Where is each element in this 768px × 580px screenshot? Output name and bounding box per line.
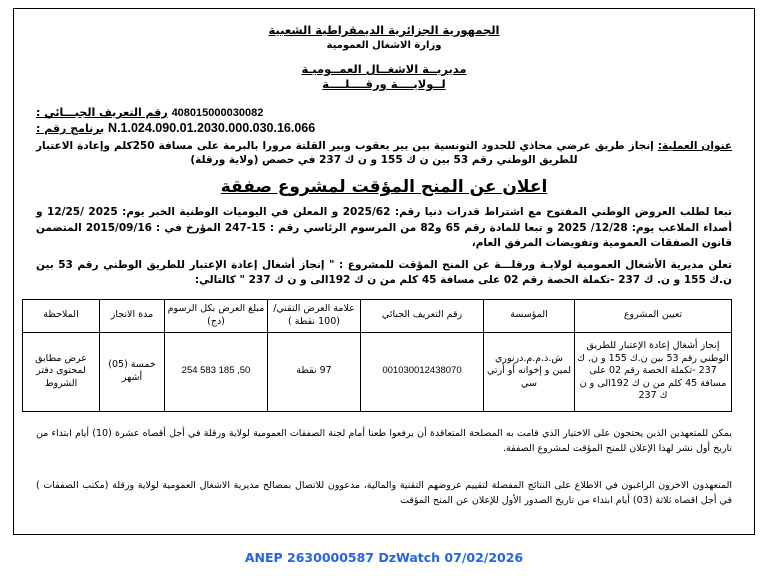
th-project: تعيين المشروع: [575, 299, 732, 332]
th-duration: مدة الانجاز: [100, 299, 165, 332]
header-wilaya: لــولايــــة ورقــــلــــة: [322, 77, 446, 91]
header-ministry: وزارة الاشغال العمومية: [326, 40, 442, 51]
body-paragraph-2: تعلن مديرية الأشغال العمومية لولايـة ورقلـــة عن المنح المؤقت للمشروع : " إنجاز أشغال إعادة الإعتبار للطريق الوطني رقم 53 بين ن.ك 155 و ن. ك 237 -تكملة الحصة رقم 02 على مسافة 45 كلم من ن ك 192الى و ن ك 237 " كالتالي:: [36, 258, 732, 286]
award-table: [22, 299, 732, 412]
footer-paragraph-2: المتعهدون الاخرون الراغبون في الاطلاع على النتائج المفصلة لتقييم عروضهم التقنية والمالية، مدعوون للاتصال بمصالح مديرية الاشغال العمومية لولاية ورقلة (مكتب الصفقات ) في أجل اقصاه ثلاثة (03) أيام ابتداء من تاريخ الصدور الأول للإعلان عن المنح المؤقت: [36, 479, 732, 506]
tax-id-row: [36, 105, 732, 121]
th-tax-id: رقم التعريف الجبائي: [361, 299, 484, 332]
body-paragraph-1: تبعا لطلب العروض الوطني المفتوح مع اشتراط قدرات دنيا رقم: 2025/62 و المعلن في اليوميات الوطنية الخبر يوم: 2025 /12/25 و أصداء الملاعب يوم: 12/28/ 2025 و تبعا للمادة رقم 65 و82 من المرسوم الرئاسي رقم : 15-247 المؤرخ في : 2015/09/16 المتضمن قانون الصفقات العمومية وتفويضات المرفق العام،: [36, 206, 732, 249]
cell-amount: 254 583 185 ,50: [165, 332, 268, 411]
header-republic: الجمهورية الجزائرية الديمقراطية الشعبية: [268, 23, 500, 37]
program-value: N.1.024.090.01.2030.000.030.16.066: [108, 121, 316, 135]
footer-paragraph-1: يمكن للمتعهدين الذين يحتجون على الاختيار الذي قامت به المصلحة المتعاقدة أن يرفعوا طعنا أمام لجنة الصفقات العمومية لولاية ورقلة في أجل أقصاه عشرة (10) أيام ابتداء من تاريخ أول نشر لهذا الإعلان للمنح المؤقت لمشروع الصفقة.: [36, 427, 732, 454]
table-row: [23, 332, 732, 411]
anep-footer: ANEP 2630000587 DzWatch 07/02/2026: [244, 550, 524, 565]
document-header: [36, 23, 732, 92]
document-page: [13, 8, 755, 535]
program-label: برنامج رقم :: [36, 122, 105, 135]
header-directorate: مديريــة الاشغــال العمــوميـة: [301, 62, 467, 76]
identifier-block: [36, 105, 732, 136]
cell-tax-id: 001030012438070: [361, 332, 484, 411]
th-company: المؤسسة: [484, 299, 575, 332]
tax-id-label: رقم التعريف الجبـــائي :: [36, 106, 168, 119]
page-title: اعلان عن المنح المؤقت لمشروع صفقة: [220, 177, 548, 197]
table-header-row: [23, 299, 732, 332]
award-table-body: [23, 332, 732, 411]
cell-duration: خمسة (05) أشهر: [100, 332, 165, 411]
operation-text: إنجاز طريق عرضي محاذي للحدود التونسية بين بير يعقوب وبير القلتة مرورا بالبرمة على مسافة 250كلم وإعادة الاعتبار للطريق الوطني رقم 53 بين ن ك 155 و ن ك 237 في حصص (ولاية ورقلة): [36, 140, 654, 166]
tax-id-value: 408015000030082: [171, 107, 264, 119]
cell-remark: عرض مطابق لمحتوى دفتر الشروط: [23, 332, 100, 411]
document-body: [14, 9, 754, 508]
th-amount: مبلغ العرض بكل الرسوم (دج): [165, 299, 268, 332]
th-score: علامة العرض التقني/ (100 نقطة ): [268, 299, 361, 332]
operation-label: عنوان العملية:: [657, 140, 733, 152]
operation-title: [36, 139, 732, 167]
cell-score: 97 نقطة: [268, 332, 361, 411]
award-table-head: [23, 299, 732, 332]
th-remark: الملاحظة: [23, 299, 100, 332]
program-row: [36, 121, 732, 136]
header-spacer: [36, 53, 732, 62]
cell-company: ش.ذ.م.م.درنوري لمين و إخوانه أو أرتي سي: [484, 332, 575, 411]
cell-project: إنجاز أشغال إعادة الإعتبار للطريق الوطني رقم 53 بين ن.ك 155 و ن. ك 237 -تكملة الحصة رقم 02 على مسافة 45 كلم من ن ك 192الى و ن ك 237: [575, 332, 732, 411]
